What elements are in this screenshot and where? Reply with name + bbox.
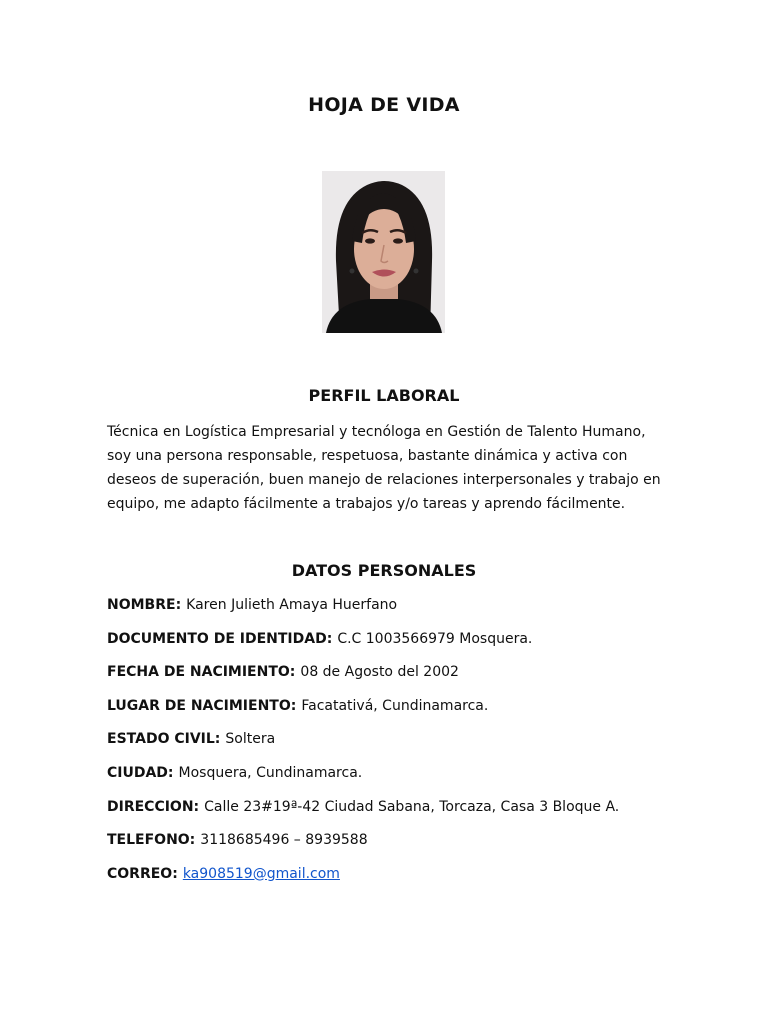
field-value: 3118685496 – 8939588	[200, 832, 368, 849]
field-correo	[107, 863, 707, 897]
field-documento	[107, 628, 707, 662]
field-label: DOCUMENTO DE IDENTIDAD:	[107, 630, 333, 647]
field-fecha-nacimiento	[107, 661, 707, 695]
field-value: 08 de Agosto del 2002	[300, 664, 459, 681]
field-value: Facatativá, Cundinamarca.	[301, 697, 489, 714]
field-label: NOMBRE:	[107, 597, 182, 613]
field-label: DIRECCION:	[107, 798, 200, 815]
field-value: Karen Julieth Amaya Huerfano	[186, 597, 398, 613]
field-estado-civil	[107, 728, 707, 762]
profile-text: Técnica en Logística Empresarial y tecnóloga en Gestión de Talento Humano, soy una persona responsable, respetuosa, bastante dinámica y activa con deseos de superación, buen manejo de relaciones interpersonales y trabajo en equipo, me adapto fácilmente a trabajos y/o tareas y aprendo fácilmente.	[107, 424, 661, 512]
field-value: Calle 23#19ª-42 Ciudad Sabana, Torcaza, Casa 3 Bloque A.	[204, 798, 620, 815]
portrait-illustration	[322, 171, 445, 333]
field-label: FECHA DE NACIMIENTO:	[107, 664, 296, 681]
field-label: TELEFONO:	[107, 832, 196, 849]
field-nombre	[107, 594, 707, 628]
field-value: Mosquera, Cundinamarca.	[178, 764, 363, 781]
field-value: Soltera	[225, 731, 276, 748]
field-telefono	[107, 829, 707, 863]
document-title: HOJA DE VIDA	[308, 94, 460, 116]
field-label: CORREO:	[107, 865, 178, 882]
personal-data-list	[107, 594, 707, 896]
profile-heading: PERFIL LABORAL	[308, 386, 460, 405]
field-direccion	[107, 796, 707, 830]
personal-data-heading: DATOS PERSONALES	[291, 561, 477, 580]
field-label: LUGAR DE NACIMIENTO:	[107, 697, 297, 714]
field-value: C.C 1003566979 Mosquera.	[337, 630, 533, 647]
field-ciudad	[107, 762, 707, 796]
field-label: CIUDAD:	[107, 764, 174, 781]
field-label: ESTADO CIVIL:	[107, 731, 221, 748]
email-link[interactable]: ka908519@gmail.com	[182, 865, 340, 882]
profile-photo	[322, 171, 445, 333]
field-lugar-nacimiento	[107, 695, 707, 729]
